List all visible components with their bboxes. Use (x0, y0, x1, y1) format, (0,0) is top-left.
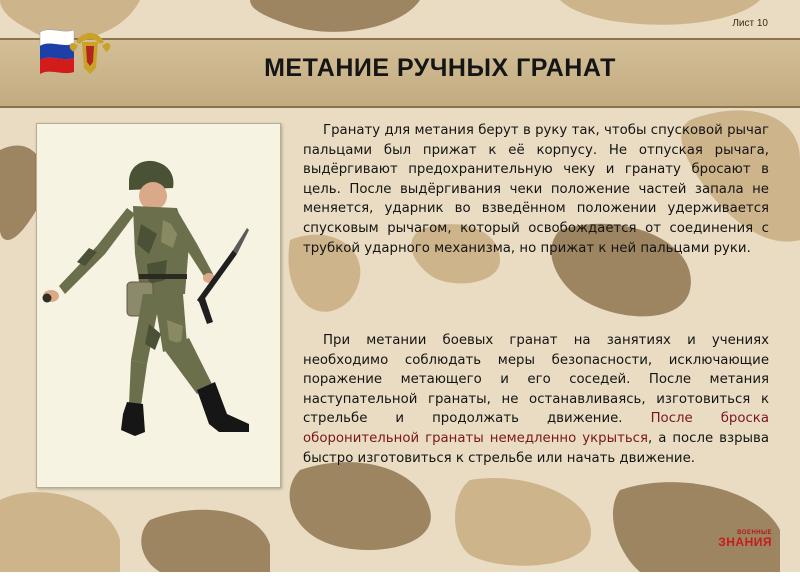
paragraph-safety (303, 331, 769, 468)
page-title: МЕТАНИЕ РУЧНЫХ ГРАНАТ (264, 54, 616, 82)
soldier-photo (37, 124, 280, 487)
paragraph-2-warning: После броска оборонительной гранаты немедленно укрыться (303, 411, 769, 446)
publisher-logo (718, 530, 772, 548)
paragraph-2-text (303, 331, 769, 468)
paragraph-2-part-2: , а после взрыва быстро изготовиться к стрельбе или начать движение. (303, 430, 769, 466)
sheet-number: Лист 10 (732, 18, 768, 29)
logo-small-text: ВОЕННЫЕ (737, 530, 772, 536)
paragraph-1-text: Гранату для метания берут в руку так, чтобы спусковой рычаг пальцами был прижат к её корпусу. Не отпуская рычага, выдёргивают предохранительную чеку и гранату бросают в цель. После выдёргивания чеки положение частей запала не меняется, ударник во взведённом положении удерживается спусковым рычагом, который освобождается от соединения с трубкой ударного механизма, но прижат к ней пальцами руки. (303, 123, 769, 256)
paragraph-grenade-handling (303, 121, 769, 258)
logo-main-text: ЗНАНИЯ (718, 535, 772, 549)
paragraph-2-part-1: При метании боевых гранат на занятиях и учениях необходимо соблюдать меры безопасности, исключающие поражение метающего и его соседей. После метания наступательной гранаты, не останавливаясь, изготовиться к стрельбе и продолжать движение. (303, 333, 769, 427)
photo-frame (36, 123, 281, 488)
